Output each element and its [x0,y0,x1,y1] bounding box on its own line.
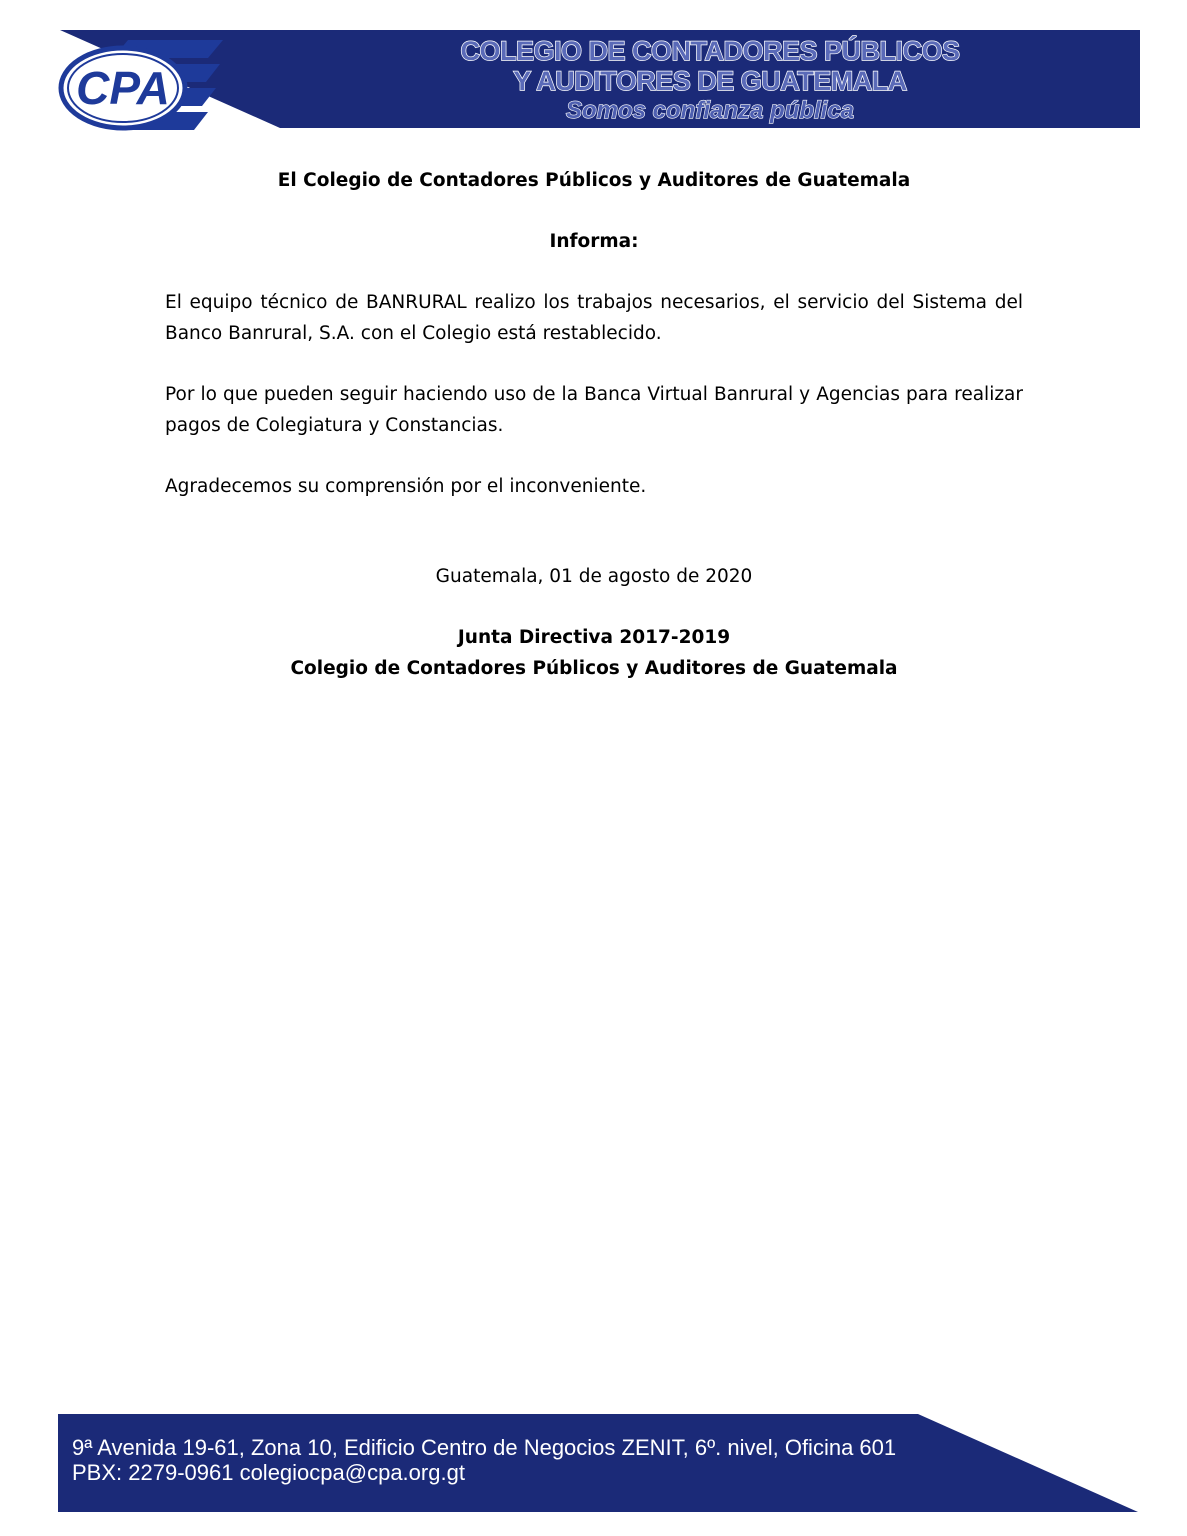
notice-heading: El Colegio de Contadores Públicos y Auditores de Guatemala [277,170,911,191]
footer-contact: PBX: 2279-0961 colegiocpa@cpa.org.gt [72,1460,465,1485]
slogan: Somos confianza pública [565,97,855,124]
letterhead-header [0,0,1187,140]
notice-paragraph-1: El equipo técnico de BANRURAL realizo los trabajos necesarios, el servicio del Sistema del Banco Banrural, S.A. con el Colegio está restablecido. [165,292,1023,344]
date-line: Guatemala, 01 de agosto de 2020 [435,566,753,587]
notice-paragraph-3: Agradecemos su comprensión por el inconveniente. [165,476,647,497]
footer-address: 9ª Avenida 19-61, Zona 10, Edificio Centro de Negocios ZENIT, 6º. nivel, Oficina 601 [72,1435,897,1460]
cpa-logo [58,34,228,134]
signature-line-1: Junta Directiva 2017-2019 [457,627,731,648]
letterhead-footer [0,1408,1187,1536]
org-name-line1: COLEGIO DE CONTADORES PÚBLICOS [460,36,960,66]
signature-line-2: Colegio de Contadores Públicos y Auditores de Guatemala [290,658,898,679]
notice-subheading: Informa: [549,231,639,252]
cpa-logo-graphic [58,34,228,134]
org-name-line2: Y AUDITORES DE GUATEMALA [513,66,907,96]
cpa-logo-text: CPA [76,62,170,114]
notice-body [165,165,1023,684]
notice-paragraph-2: Por lo que pueden seguir haciendo uso de la Banca Virtual Banrural y Agencias para realizar pagos de Colegiatura y Constancias. [165,384,1023,436]
